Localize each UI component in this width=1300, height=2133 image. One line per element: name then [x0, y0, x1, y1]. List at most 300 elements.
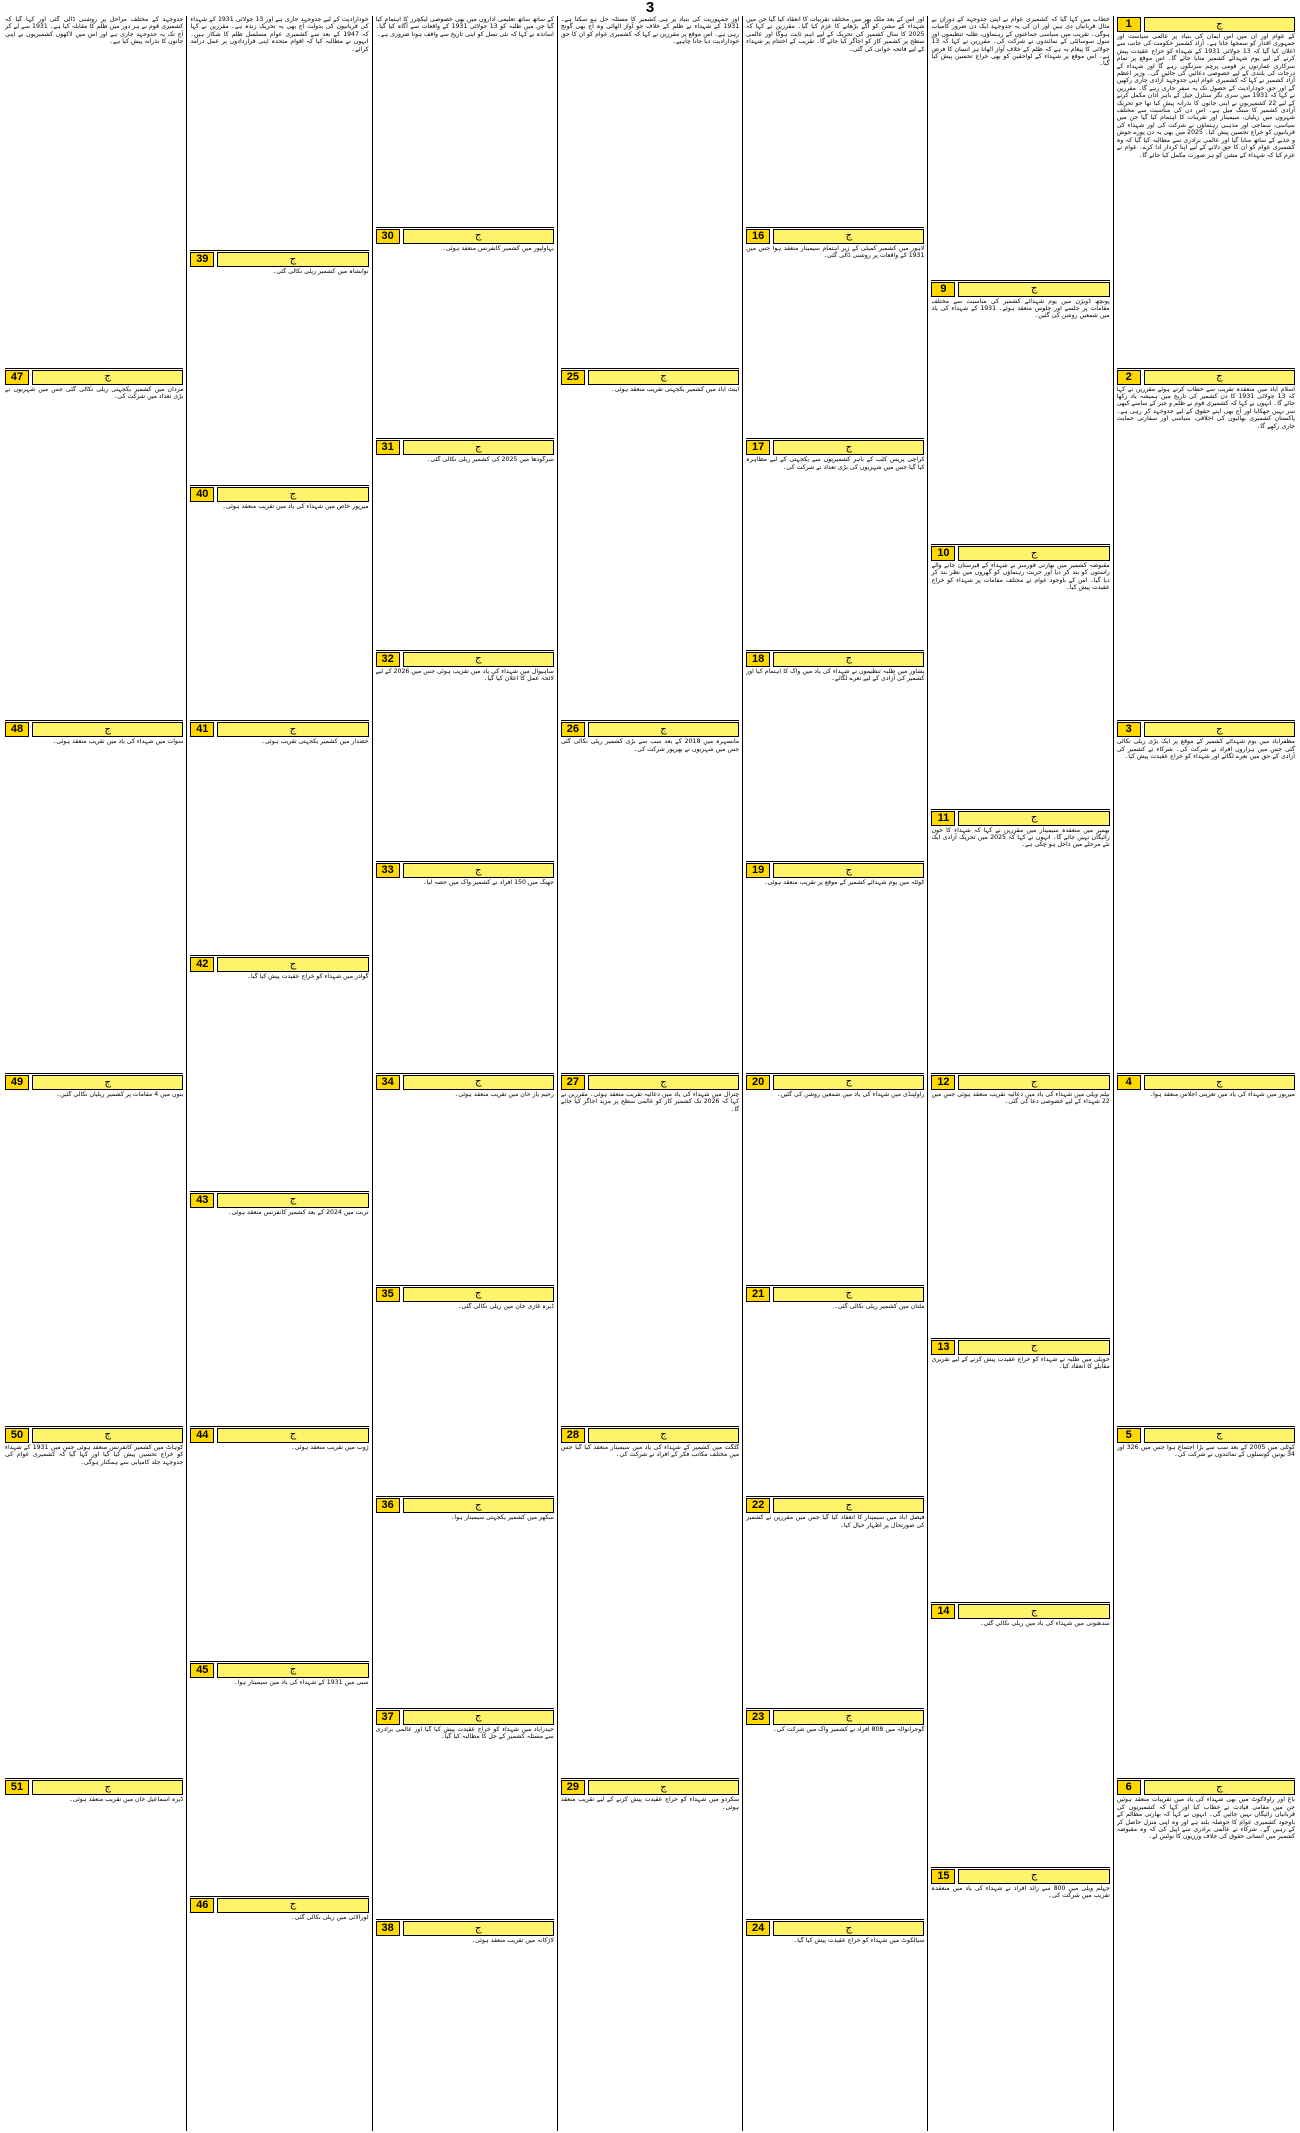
- item-body-text: اور جمہوریت کی بنیاد پر ہی کشمیر کا مسئلہ حل ہو سکتا ہے۔ 1931 کے شہداء نے ظلم کے خلاف جو آواز اٹھائی وہ آج بھی گونج رہی ہے۔ اس موقع پر مقررین نے کہا کہ کشمیری عوام کو ان کا حق خودارادیت دیا جانا چاہیے۔: [560, 16, 740, 46]
- item-body-text: باغ اور راولاکوٹ میں بھی شہداء کی یاد میں تقریبات منعقد ہوئیں جن میں مقامی قیادت نے خطاب کیا اور کہا کہ کشمیریوں کی قربانیاں رائیگاں نہیں جائیں گی۔ انہوں نے کہا کہ بھارتی مظالم کے باوجود کشمیری عوام کا حوصلہ بلند ہے اور وہ اپنی منزل حاصل کر کے رہیں گے۔ شرکاء نے عالمی برادری سے اپیل کی کہ وہ مقبوضہ کشمیر میں انسانی حقوق کی خلاف ورزیوں کا نوٹس لے۔: [1116, 1796, 1295, 1841]
- item-marker-box: [958, 1075, 1109, 1090]
- item-header: [1117, 722, 1295, 737]
- item-number-badge: 15: [931, 1869, 955, 1884]
- item-body-text: مانسہرہ میں 2018 کے بعد سب سے بڑی کشمیر ریلی نکالی گئی جس میں شہریوں نے بھرپور شرکت کی۔: [560, 738, 740, 753]
- item-body-text: نیلم ویلی میں شہداء کی یاد میں دعائیہ تقریب منعقد ہوئی جس میں 22 شہداء کے لیے خصوصی دعا کی گئی۔: [931, 1091, 1110, 1106]
- item-header: [1117, 1428, 1295, 1443]
- news-item: [190, 1192, 368, 1426]
- news-item: [5, 721, 183, 1073]
- marker-glyph-icon: ج: [845, 1922, 853, 1934]
- item-number-badge: 20: [746, 1075, 770, 1090]
- item-body-text: میرپور خاص میں شہداء کی یاد میں تقریب منعقد ہوئی۔: [222, 503, 369, 511]
- news-item: [746, 1709, 924, 1920]
- item-header: [1117, 17, 1295, 32]
- item-body-text: ایبٹ آباد میں کشمیر یکجہتی تقریب منعقد ہوئی۔: [610, 385, 740, 393]
- item-header: [5, 370, 183, 385]
- marker-glyph-icon: ج: [289, 488, 297, 500]
- item-number-badge: 41: [190, 722, 214, 737]
- item-header: [5, 1780, 183, 1795]
- item-body-text: لورالائی میں ریلی نکالی گئی۔: [291, 1913, 369, 1921]
- item-header: [190, 1193, 368, 1208]
- news-item: [5, 369, 183, 721]
- news-item: [376, 228, 554, 439]
- marker-glyph-icon: ج: [660, 371, 667, 383]
- item-header: [376, 1921, 554, 1936]
- item-marker-box: [403, 440, 554, 455]
- marker-glyph-icon: ج: [475, 230, 482, 242]
- item-body-text: جدوجہد کے مختلف مراحل پر روشنی ڈالی گئی اور کہا گیا کہ کشمیری قوم نے ہر دور میں ظلم کا مقابلہ کیا ہے۔ 1931 سے لے کر آج تک یہ جدوجہد جاری ہے اور اس میں لاکھوں کشمیریوں نے اپنی جانوں کا نذرانہ پیش کیا ہے۔: [5, 16, 184, 46]
- news-item: [561, 1074, 739, 1426]
- marker-glyph-icon: ج: [475, 653, 482, 665]
- marker-glyph-icon: ج: [475, 1922, 482, 1934]
- item-number-badge: 23: [746, 1710, 770, 1725]
- item-header: [931, 282, 1109, 297]
- item-number-badge: 10: [931, 546, 955, 561]
- item-header: [561, 722, 739, 737]
- item-number-badge: 1: [1117, 17, 1141, 32]
- item-marker-box: [403, 1921, 554, 1936]
- item-body-text: مردان میں کشمیر یکجہتی ریلی نکالی گئی جس میں شہریوں نے بڑی تعداد میں شرکت کی۔: [5, 385, 184, 401]
- item-body-text: خودارادیت کے لیے جدوجہد جاری ہے اور 13 جولائی 1931 کے شہداء کی قربانیوں کی بدولت آج بھی یہ تحریک زندہ ہے۔ مقررین نے کہا کہ 1947 کے بعد سے کشمیری عوام مسلسل ظلم کا شکار ہیں۔ انہوں نے مطالبہ کیا کہ اقوام متحدہ اپنی قراردادوں پر عمل درآمد کرائے۔: [190, 16, 369, 53]
- item-marker-box: [773, 652, 924, 667]
- item-marker-box: [403, 1075, 554, 1090]
- item-body-text: پونچھ ڈویژن میں یوم شہدائے کشمیر کی مناسبت سے مختلف مقامات پر جلسے اور جلوس منعقد ہوئے۔ 1931 کے شہداء کی یاد میں شمعیں روشن کی گئیں۔: [931, 297, 1110, 320]
- news-item: [561, 721, 739, 1073]
- item-body-text: کراچی پریس کلب کے باہر کشمیریوں سے یکجہتی کے لیے مظاہرہ کیا گیا جس میں شہریوں کی بڑی تعداد نے شرکت کی۔: [746, 456, 925, 471]
- item-body-text: سدھنوتی میں شہداء کی یاد میں ریلی نکالی گئی۔: [979, 1620, 1110, 1627]
- marker-glyph-icon: ج: [104, 1781, 111, 1793]
- item-body-text: بنوں میں 4 مقامات پر کشمیر ریلیاں نکالی گئیں۔: [56, 1091, 184, 1099]
- marker-glyph-icon: ج: [289, 1664, 297, 1676]
- news-item: [746, 439, 924, 650]
- item-marker-box: [773, 1075, 924, 1090]
- item-marker-box: [773, 1921, 924, 1936]
- item-body-text: بھمبر میں منعقدہ سیمینار میں مقررین نے کہا کہ شہداء کا خون رائیگاں نہیں جائے گا۔ انہوں نے کہا کہ 2025 میں تحریک آزادی ایک نئے مرحلے میں داخل ہو چکی ہے۔: [931, 826, 1110, 849]
- marker-glyph-icon: ج: [104, 371, 111, 383]
- marker-glyph-icon: ج: [1030, 1076, 1038, 1088]
- item-number-badge: 33: [376, 863, 400, 878]
- marker-glyph-icon: ج: [1216, 18, 1223, 30]
- marker-glyph-icon: ج: [1030, 812, 1038, 823]
- marker-glyph-icon: ج: [1030, 1341, 1038, 1352]
- news-item: [190, 1897, 368, 2131]
- item-marker-box: [32, 1428, 183, 1443]
- item-header: [190, 487, 368, 502]
- item-body-text: راولپنڈی میں شہداء کی یاد میں شمعیں روشن کی گئیں۔: [777, 1090, 925, 1098]
- item-marker-box: [588, 1428, 739, 1443]
- item-header: [931, 1604, 1109, 1619]
- marker-glyph-icon: ج: [289, 253, 297, 265]
- item-body-text: کوئٹہ میں یوم شہدائے کشمیر کے موقع پر تقریب منعقد ہوئی۔: [763, 879, 925, 887]
- item-marker-box: [773, 440, 924, 455]
- item-number-badge: 11: [931, 811, 955, 826]
- item-number-badge: 50: [5, 1428, 29, 1443]
- item-body-text: جہلم ویلی میں 800 سے زائد افراد نے شہداء کی یاد میں منعقدہ تقریب میں شرکت کی۔: [931, 1884, 1110, 1899]
- item-body-text: ساہیوال میں شہداء کی یاد میں تقریب ہوئی جس میں 2026 کے لیے لائحہ عمل کا اعلان کیا گیا۔: [375, 667, 554, 683]
- item-body-text: بہاولپور میں کشمیر کانفرنس منعقد ہوئی۔: [442, 244, 554, 252]
- item-header: [5, 1428, 183, 1443]
- item-number-badge: 36: [376, 1498, 400, 1513]
- marker-glyph-icon: ج: [1030, 1605, 1038, 1617]
- item-header: [561, 1075, 739, 1090]
- item-header: [1117, 370, 1295, 385]
- marker-glyph-icon: ج: [845, 653, 853, 665]
- item-body-text: نوابشاہ میں کشمیر ریلی نکالی گئی۔: [272, 268, 369, 276]
- item-marker-box: [773, 863, 924, 878]
- news-item: [376, 1709, 554, 1920]
- marker-glyph-icon: ج: [1030, 547, 1038, 559]
- marker-glyph-icon: ج: [660, 723, 667, 735]
- news-item: [931, 810, 1109, 1074]
- item-body-text: سکردو میں شہداء کو خراج عقیدت پیش کرنے کے لیے تقریب منعقد ہوئی۔: [560, 1796, 740, 1811]
- news-item: [931, 1868, 1109, 2132]
- item-number-badge: 44: [190, 1428, 214, 1443]
- item-number-badge: 28: [561, 1428, 585, 1443]
- item-header: [190, 1898, 368, 1913]
- item-header: [190, 722, 368, 737]
- news-column: [1113, 16, 1298, 2131]
- item-marker-box: [588, 370, 739, 385]
- news-item: [931, 1339, 1109, 1603]
- news-item: [746, 651, 924, 862]
- item-number-badge: 16: [746, 229, 770, 244]
- item-header: [1117, 1780, 1295, 1795]
- item-marker-box: [217, 722, 368, 737]
- news-item: [5, 16, 183, 368]
- item-body-text: سکھر میں کشمیر یکجہتی سیمینار ہوا۔: [450, 1514, 554, 1522]
- item-body-text: گوادر میں شہداء کو خراج عقیدت پیش کیا گیا۔: [247, 973, 369, 981]
- item-body-text: سوات میں شہداء کی یاد میں تقریب منعقد ہوئی۔: [52, 738, 184, 746]
- item-body-text: کے ساتھ ساتھ تعلیمی اداروں میں بھی خصوصی لیکچرز کا اہتمام کیا گیا جن میں طلبہ کو 13 جولائی 1931 کے واقعات سے آگاہ کیا گیا۔ اساتذہ نے کہا کہ نئی نسل کو اپنی تاریخ سے واقف ہونا ضروری ہے۔: [375, 16, 554, 38]
- item-number-badge: 6: [1117, 1780, 1141, 1795]
- marker-glyph-icon: ج: [104, 1076, 111, 1088]
- item-number-badge: 4: [1117, 1075, 1141, 1090]
- item-header: [746, 1075, 924, 1090]
- item-number-badge: 31: [376, 440, 400, 455]
- item-number-badge: 51: [5, 1780, 29, 1795]
- item-header: [190, 252, 368, 267]
- news-item: [561, 1779, 739, 2131]
- item-number-badge: 27: [561, 1075, 585, 1090]
- item-body-text: جھنگ میں 150 افراد نے کشمیر واک میں حصہ لیا۔: [422, 879, 554, 887]
- marker-glyph-icon: ج: [845, 1499, 853, 1511]
- news-item: [376, 1497, 554, 1708]
- item-number-badge: 38: [376, 1921, 400, 1936]
- news-item: [190, 1662, 368, 1896]
- marker-glyph-icon: ج: [845, 230, 853, 242]
- item-header: [5, 722, 183, 737]
- news-column: [742, 16, 927, 2131]
- news-item: [746, 862, 924, 1073]
- news-item: [931, 281, 1109, 545]
- item-body-text: تربت میں 2024 کے بعد کشمیر کانفرنس منعقد ہوئی۔: [227, 1208, 369, 1216]
- item-header: [746, 652, 924, 667]
- news-item: [931, 16, 1109, 280]
- news-item: [190, 721, 368, 955]
- item-marker-box: [958, 811, 1109, 826]
- item-body-text: لاہور میں کشمیر کمیٹی کے زیر اہتمام سیمینار منعقد ہوا جس میں 1931 کے واقعات پر روشنی ڈالی گئی۔: [746, 244, 925, 259]
- news-columns: [2, 16, 1298, 2131]
- item-header: [746, 1921, 924, 1936]
- item-marker-box: [958, 546, 1109, 561]
- item-number-badge: 39: [190, 252, 214, 267]
- item-header: [746, 440, 924, 455]
- marker-glyph-icon: ج: [475, 441, 482, 453]
- item-marker-box: [32, 370, 183, 385]
- item-marker-box: [1144, 1075, 1295, 1090]
- item-body-text: پشاور میں طلبہ تنظیموں نے شہداء کی یاد میں واک کا اہتمام کیا اور کشمیر کی آزادی کے لیے نعرے لگائے۔: [746, 667, 925, 683]
- item-header: [931, 1869, 1109, 1884]
- item-number-badge: 48: [5, 722, 29, 737]
- item-header: [561, 370, 739, 385]
- item-marker-box: [588, 1075, 739, 1090]
- item-body-text: ڈیرہ غازی خان میں ریلی نکالی گئی۔: [457, 1302, 554, 1310]
- news-item: [1117, 721, 1295, 1073]
- news-item: [561, 16, 739, 368]
- item-header: [190, 1428, 368, 1443]
- item-header: [5, 1075, 183, 1090]
- item-number-badge: 46: [190, 1898, 214, 1913]
- item-header: [931, 1340, 1109, 1355]
- marker-glyph-icon: ج: [845, 1076, 853, 1088]
- marker-glyph-icon: ج: [845, 864, 853, 876]
- marker-glyph-icon: ج: [104, 1429, 111, 1441]
- marker-glyph-icon: ج: [1216, 1781, 1223, 1793]
- marker-glyph-icon: ج: [475, 1076, 482, 1088]
- news-item: [1117, 1779, 1295, 2131]
- item-body-text: فیصل آباد میں سیمینار کا انعقاد کیا گیا جس میں مقررین نے کشمیر کی صورتحال پر اظہار خیال کیا۔: [746, 1514, 925, 1529]
- news-item: [376, 651, 554, 862]
- item-marker-box: [588, 1780, 739, 1795]
- item-marker-box: [217, 1428, 368, 1443]
- item-marker-box: [32, 722, 183, 737]
- item-header: [746, 1498, 924, 1513]
- item-marker-box: [773, 1287, 924, 1302]
- marker-glyph-icon: ج: [475, 1499, 482, 1511]
- item-marker-box: [1144, 370, 1295, 385]
- item-number-badge: 34: [376, 1075, 400, 1090]
- item-marker-box: [1144, 722, 1295, 737]
- item-number-badge: 43: [190, 1193, 214, 1208]
- marker-glyph-icon: ج: [1216, 1076, 1223, 1088]
- item-number-badge: 17: [746, 440, 770, 455]
- item-marker-box: [403, 1287, 554, 1302]
- item-body-text: لاڑکانہ میں تقریب منعقد ہوئی۔: [471, 1937, 554, 1945]
- item-number-badge: 25: [561, 370, 585, 385]
- item-body-text: اسلام آباد میں منعقدہ تقریب سے خطاب کرتے ہوئے مقررین نے کہا کہ 13 جولائی 1931 کا دن کشمیر کی تاریخ میں ہمیشہ یاد رکھا جائے گا۔ انہوں نے کہا کہ کشمیری قوم نے ظلم و جبر کے سامنے کبھی سر نہیں جھکایا اور آج بھی اپنے حقوق کے لیے جدوجہد کر رہی ہے۔ پاکستان کشمیری بھائیوں کی اخلاقی، سیاسی اور سفارتی حمایت جاری رکھے گا۔: [1116, 385, 1295, 430]
- item-body-text: مظفرآباد میں یوم شہدائے کشمیر کے موقع پر ایک بڑی ریلی نکالی گئی جس میں ہزاروں افراد نے شرکت کی۔ شرکاء نے کشمیر کی آزادی کے حق میں نعرے لگائے اور شہداء کو خراج عقیدت پیش کیا۔: [1116, 738, 1295, 761]
- item-header: [190, 1663, 368, 1678]
- item-header: [561, 1780, 739, 1795]
- item-header: [746, 1287, 924, 1302]
- news-item: [376, 1074, 554, 1285]
- item-marker-box: [1144, 17, 1295, 32]
- item-number-badge: 19: [746, 863, 770, 878]
- item-body-text: اور اس کے بعد ملک بھر میں مختلف تقریبات کا انعقاد کیا گیا جن میں شہداء کے مشن کو آگے بڑھانے کا عزم کیا گیا۔ مقررین نے کہا کہ 2025 کا سال کشمیر کی تحریک کے لیے اہم ثابت ہوگا اور عالمی سطح پر کشمیر کاز کو اجاگر کیا جائے گا۔ تقریب کے اختتام پر شہداء کے لیے فاتحہ خوانی کی گئی۔: [746, 16, 925, 53]
- item-number-badge: 3: [1117, 722, 1141, 737]
- item-marker-box: [403, 863, 554, 878]
- news-item: [376, 439, 554, 650]
- item-body-text: کوہاٹ میں کشمیر کانفرنس منعقد ہوئی جس میں 1931 کے شہداء کو خراج تحسین پیش کیا گیا اور کہا گیا کہ کشمیری عوام کی جدوجہد جلد کامیابی سے ہمکنار ہوگی۔: [5, 1443, 184, 1466]
- item-marker-box: [32, 1780, 183, 1795]
- marker-glyph-icon: ج: [289, 1899, 297, 1911]
- news-item: [190, 1427, 368, 1661]
- item-number-badge: 21: [746, 1287, 770, 1302]
- news-item: [190, 251, 368, 485]
- item-header: [190, 957, 368, 972]
- item-number-badge: 2: [1117, 370, 1141, 385]
- page-number: 3: [645, 0, 655, 16]
- item-number-badge: 12: [931, 1075, 955, 1090]
- item-header: [746, 863, 924, 878]
- item-marker-box: [32, 1075, 183, 1090]
- item-body-text: سرگودھا میں 2025 کی کشمیر ریلی نکالی گئی۔: [426, 456, 554, 464]
- item-header: [931, 811, 1109, 826]
- item-marker-box: [217, 252, 368, 267]
- item-body-text: سبی میں 1931 کے شہداء کی یاد میں سیمینار ہوا۔: [234, 1678, 369, 1686]
- news-item: [746, 1497, 924, 1708]
- news-column: [186, 16, 371, 2131]
- item-body-text: خضدار میں کشمیر یکجہتی تقریب ہوئی۔: [261, 738, 369, 746]
- news-item: [190, 956, 368, 1190]
- item-header: [1117, 1075, 1295, 1090]
- item-number-badge: 35: [376, 1287, 400, 1302]
- news-item: [5, 1427, 183, 1779]
- item-marker-box: [217, 487, 368, 502]
- marker-glyph-icon: ج: [660, 1429, 667, 1441]
- item-number-badge: 14: [931, 1604, 955, 1619]
- item-number-badge: 29: [561, 1780, 585, 1795]
- news-item: [746, 1286, 924, 1497]
- item-marker-box: [403, 652, 554, 667]
- item-number-badge: 49: [5, 1075, 29, 1090]
- item-number-badge: 26: [561, 722, 585, 737]
- news-column: [927, 16, 1112, 2131]
- marker-glyph-icon: ج: [660, 1781, 667, 1793]
- item-number-badge: 45: [190, 1663, 214, 1678]
- news-item: [376, 16, 554, 227]
- item-number-badge: 40: [190, 487, 214, 502]
- marker-glyph-icon: ج: [475, 864, 482, 876]
- item-header: [376, 229, 554, 244]
- news-item: [931, 1603, 1109, 1867]
- news-item: [376, 1286, 554, 1497]
- item-body-text: خطاب میں کہا گیا کہ کشمیری عوام نے اپنی جدوجہد کے دوران بے مثال قربانیاں دی ہیں اور ان کی یہ جدوجہد ایک دن ضرور کامیاب ہوگی۔ تقریب میں سیاسی جماعتوں کے رہنماؤں، طلبہ تنظیموں اور سول سوسائٹی کے نمائندوں نے شرکت کی۔ مقررین نے کہا کہ 13 جولائی کا پیغام یہ ہے کہ ظلم کے خلاف آواز اٹھانا ہر انسان کا فرض ہے۔ اس موقع پر شہداء کے لواحقین کو بھی خراج تحسین پیش کیا گیا۔: [931, 16, 1110, 68]
- item-marker-box: [588, 722, 739, 737]
- item-marker-box: [958, 1604, 1109, 1619]
- item-marker-box: [958, 1340, 1109, 1355]
- news-item: [376, 862, 554, 1073]
- item-header: [931, 546, 1109, 561]
- marker-glyph-icon: ج: [289, 1194, 297, 1206]
- marker-glyph-icon: ج: [1216, 723, 1223, 735]
- item-header: [376, 440, 554, 455]
- marker-glyph-icon: ج: [289, 723, 297, 735]
- item-header: [376, 863, 554, 878]
- item-marker-box: [1144, 1780, 1295, 1795]
- news-column: [2, 16, 186, 2131]
- item-marker-box: [217, 1193, 368, 1208]
- news-item: [561, 369, 739, 721]
- item-number-badge: 9: [931, 282, 955, 297]
- marker-glyph-icon: ج: [1030, 283, 1038, 294]
- item-body-text: گوجرانوالہ میں 808 افراد نے کشمیر واک میں شرکت کی۔: [773, 1725, 925, 1733]
- marker-glyph-icon: ج: [1216, 371, 1223, 383]
- marker-glyph-icon: ج: [845, 441, 853, 453]
- item-header: [746, 229, 924, 244]
- marker-glyph-icon: ج: [289, 1429, 297, 1441]
- item-body-text: کے عوام اور ان میں اس ایمان کی بنیاد پر عالمی سیاست اور جمہوری اقدار کو سمجھا جاتا ہے۔ آزاد کشمیر حکومت کی جانب سے اعلان کیا گیا کہ 13 جولائی 1931 کے شہداء کو خراج عقیدت پیش کرنے کے لیے یوم شہدائے کشمیر منایا جائے گا۔ اس موقع پر تمام سرکاری عمارتوں پر قومی پرچم سرنگوں رہے گا اور شہداء کے درجات کی بلندی کے لیے خصوصی دعائیں کی جائیں گی۔ وزیر اعظم آزاد کشمیر نے کہا کہ کشمیری عوام اپنی جدوجہد آزادی جاری رکھیں گے اور حق خودارادیت کے حصول تک یہ سفر جاری رہے گا۔ مقررین نے کہا کہ 1931 میں سری نگر سنٹرل جیل کے باہر اذان مکمل کرنے کے لیے 22 کشمیریوں نے اپنی جانوں کا نذرانہ پیش کیا تھا جو تحریک آزادی کشمیر کا سنگ میل ہے۔ اس دن کی مناسبت سے مختلف شہروں میں ریلیاں، سیمینار اور تقریبات کا اہتمام کیا گیا جن میں سیاسی، سماجی اور مذہبی رہنماؤں نے شرکت کی اور شہداء کی قربانیوں کو خراج تحسین پیش کیا۔ 2025 میں بھی یہ دن پورے جوش و جذبے کے ساتھ منایا گیا اور عالمی برادری سے مطالبہ کیا گیا کہ وہ کشمیری عوام کو ان کا حق دلانے کے لیے اپنا کردار ادا کرے۔ عوام نے عزم کیا کہ شہداء کے مشن کو ہر صورت مکمل کیا جائے گا۔: [1116, 33, 1295, 159]
- news-item: [190, 16, 368, 250]
- item-body-text: کوٹلی میں 2005 کے بعد سب سے بڑا اجتماع ہوا جس میں 326 اور 34 یونین کونسلوں کے نمائندوں نے شرکت کی۔: [1116, 1443, 1295, 1459]
- marker-glyph-icon: ج: [1030, 1870, 1038, 1881]
- item-body-text: ملتان میں کشمیر ریلی نکالی گئی۔: [834, 1302, 925, 1310]
- item-number-badge: 24: [746, 1921, 770, 1936]
- marker-glyph-icon: ج: [289, 958, 297, 970]
- marker-glyph-icon: ج: [1216, 1429, 1223, 1441]
- item-body-text: ڈیرہ اسماعیل خان میں تقریب منعقد ہوئی۔: [69, 1796, 184, 1804]
- item-marker-box: [1144, 1428, 1295, 1443]
- item-header: [376, 1287, 554, 1302]
- item-marker-box: [773, 1710, 924, 1725]
- news-item: [746, 228, 924, 439]
- item-marker-box: [403, 1710, 554, 1725]
- item-number-badge: 42: [190, 957, 214, 972]
- item-number-badge: 18: [746, 652, 770, 667]
- item-number-badge: 30: [376, 229, 400, 244]
- news-item: [5, 1779, 183, 2131]
- item-marker-box: [217, 957, 368, 972]
- news-item: [561, 1427, 739, 1779]
- item-body-text: میرپور میں شہداء کی یاد میں تعزیتی اجلاس منعقد ہوا۔: [1149, 1091, 1295, 1099]
- news-item: [5, 1074, 183, 1426]
- item-body-text: چترال میں شہداء کی یاد میں دعائیہ تقریب منعقد ہوئی۔ مقررین نے کہا کہ 2026 تک کشمیر کاز کو عالمی سطح پر مزید اجاگر کیا جائے گا۔: [560, 1091, 740, 1113]
- item-marker-box: [217, 1663, 368, 1678]
- item-body-text: مقبوضہ کشمیر میں بھارتی فورسز نے شہداء کے قبرستان جانے والے راستوں کو بند کر دیا اور حریت رہنماؤں کو گھروں میں نظر بند کر دیا گیا۔ اس کے باوجود عوام نے مختلف مقامات پر شہداء کو خراج عقیدت پیش کیا۔: [931, 562, 1110, 592]
- marker-glyph-icon: ج: [475, 1288, 482, 1300]
- item-body-text: حویلی میں طلبہ نے شہداء کو خراج عقیدت پیش کرنے کے لیے تقریری مقابلے کا انعقاد کیا۔: [931, 1355, 1110, 1370]
- news-item: [746, 1920, 924, 2131]
- item-header: [931, 1075, 1109, 1090]
- news-item: [190, 486, 368, 720]
- news-column: [372, 16, 557, 2131]
- marker-glyph-icon: ج: [660, 1076, 667, 1088]
- marker-glyph-icon: ج: [104, 723, 111, 735]
- item-marker-box: [403, 1498, 554, 1513]
- item-body-text: رحیم یار خان میں تقریب منعقد ہوئی۔: [454, 1090, 554, 1098]
- item-header: [746, 1710, 924, 1725]
- item-body-text: حیدرآباد میں شہداء کو خراج عقیدت پیش کیا گیا اور عالمی برادری سے مسئلہ کشمیر کے حل کا مطالبہ کیا گیا۔: [375, 1725, 554, 1741]
- news-item: [1117, 1427, 1295, 1779]
- item-marker-box: [403, 229, 554, 244]
- item-number-badge: 37: [376, 1710, 400, 1725]
- item-number-badge: 22: [746, 1498, 770, 1513]
- news-item: [746, 16, 924, 227]
- item-header: [376, 1075, 554, 1090]
- item-header: [376, 652, 554, 667]
- marker-glyph-icon: ج: [845, 1288, 853, 1300]
- item-marker-box: [773, 229, 924, 244]
- item-header: [376, 1710, 554, 1725]
- item-header: [376, 1498, 554, 1513]
- item-marker-box: [217, 1898, 368, 1913]
- news-item: [931, 545, 1109, 809]
- item-number-badge: 5: [1117, 1428, 1141, 1443]
- news-item: [1117, 1074, 1295, 1426]
- item-body-text: سیالکوٹ میں شہداء کو خراج عقیدت پیش کیا گیا۔: [793, 1937, 925, 1945]
- news-item: [1117, 16, 1295, 368]
- item-marker-box: [958, 1869, 1109, 1884]
